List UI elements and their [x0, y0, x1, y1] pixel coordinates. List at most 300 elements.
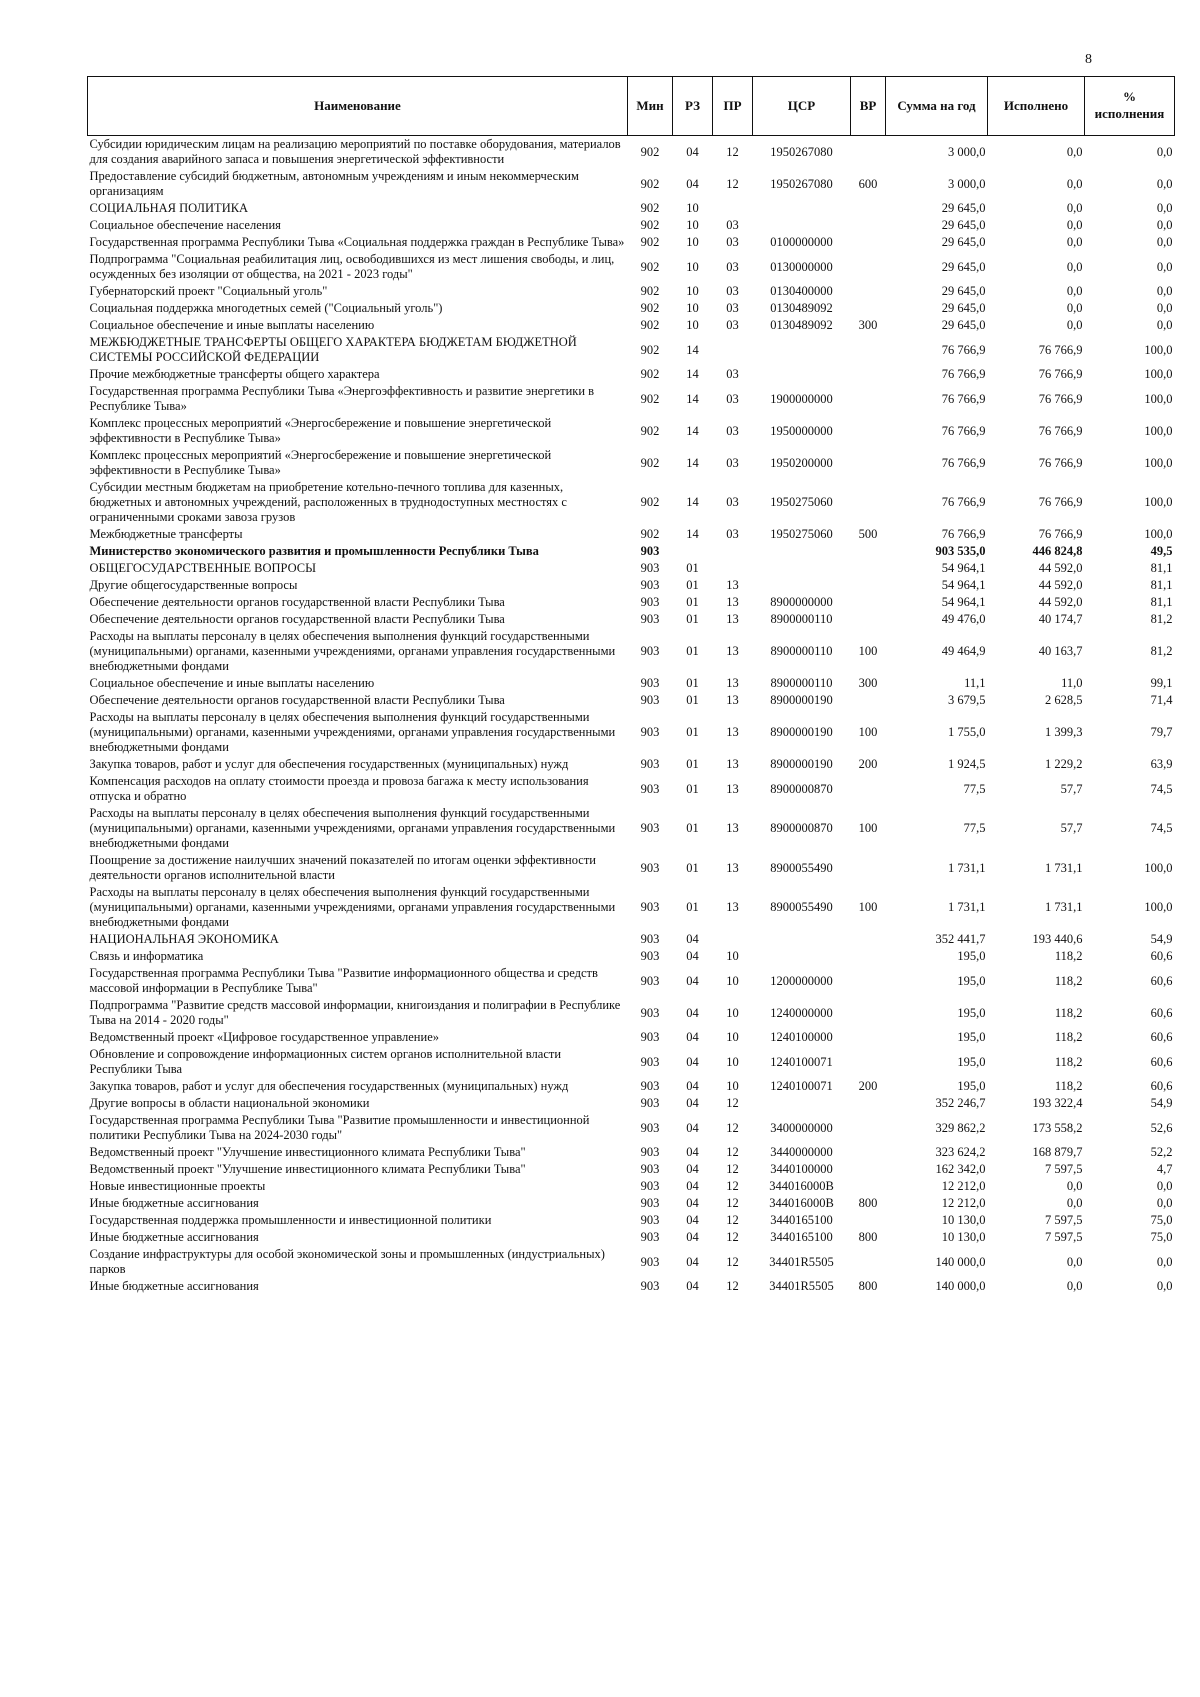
- cell-sum: 3 000,0: [948, 176, 986, 191]
- cell-min: 903: [640, 1162, 660, 1176]
- cell-rz: 14: [686, 455, 699, 470]
- cell-pr: 03: [726, 527, 739, 541]
- cell-csr: 1240100071: [770, 1054, 833, 1069]
- cell-done: 0,0: [1066, 218, 1083, 232]
- cell-rz: 04: [686, 1005, 699, 1020]
- cell-done: 7 597,5: [1045, 1213, 1083, 1227]
- cell-name: Ведомственный проект "Улучшение инвестиционного климата Республики Тыва": [89, 1145, 526, 1159]
- cell-min: 903: [640, 725, 660, 739]
- cell-done: 0,0: [1066, 259, 1083, 274]
- table-row: [88, 1112, 1175, 1144]
- cell-done: 0,0: [1066, 1279, 1083, 1293]
- cell-pct: 52,6: [1150, 1120, 1173, 1135]
- cell-vr: 100: [858, 725, 878, 739]
- cell-rz: 10: [686, 259, 699, 274]
- cell-sum: 12 212,0: [941, 1196, 986, 1210]
- cell-sum: 76 766,9: [941, 391, 986, 406]
- cell-sum: 329 862,2: [935, 1120, 986, 1135]
- cell-sum: 3 679,5: [948, 693, 986, 707]
- cell-name: Ведомственный проект "Улучшение инвестиционного климата Республики Тыва": [89, 1162, 526, 1176]
- table-row: [88, 479, 1175, 526]
- cell-rz: 01: [686, 725, 699, 739]
- cell-pct: 4,7: [1156, 1162, 1173, 1176]
- cell-vr: [851, 965, 886, 997]
- cell-pr: 12: [726, 1279, 739, 1293]
- cell-sum: 3 000,0: [948, 144, 986, 159]
- cell-pr: 03: [726, 301, 739, 315]
- cell-done: 76 766,9: [1038, 367, 1083, 381]
- cell-done: 118,2: [1054, 1079, 1083, 1093]
- cell-sum: 76 766,9: [941, 367, 986, 381]
- table-row: [88, 136, 1175, 169]
- header-sum: Сумма на год: [886, 77, 988, 136]
- header-csr: ЦСР: [753, 77, 851, 136]
- cell-pr: 13: [726, 644, 739, 658]
- cell-name: Иные бюджетные ассигнования: [89, 1196, 259, 1210]
- cell-done: 76 766,9: [1038, 527, 1083, 541]
- cell-pct: 60,6: [1150, 1005, 1173, 1020]
- cell-vr: [851, 594, 886, 611]
- cell-done: 0,0: [1066, 301, 1083, 315]
- cell-vr: [851, 611, 886, 628]
- table-row: [88, 931, 1175, 948]
- cell-pct: 54,9: [1150, 1096, 1173, 1110]
- cell-sum: 140 000,0: [935, 1254, 986, 1269]
- cell-csr: 1950200000: [770, 455, 833, 470]
- cell-min: 902: [640, 455, 660, 470]
- cell-min: 903: [640, 561, 660, 575]
- table-row: [88, 1178, 1175, 1195]
- cell-pr: 12: [726, 1230, 739, 1244]
- cell-pct: 0,0: [1156, 235, 1173, 249]
- cell-sum: 29 645,0: [941, 201, 986, 215]
- cell-rz: 04: [686, 1145, 699, 1159]
- cell-done: 0,0: [1066, 1179, 1083, 1193]
- cell-rz: 01: [686, 595, 699, 609]
- cell-pr: 12: [726, 1254, 739, 1269]
- cell-rz: 10: [686, 284, 699, 298]
- cell-done: 0,0: [1066, 1254, 1083, 1269]
- cell-vr: [851, 136, 886, 169]
- cell-rz: 04: [686, 1196, 699, 1210]
- cell-rz: 01: [686, 693, 699, 707]
- cell-csr: 344016000В: [769, 1196, 834, 1210]
- cell-rz: 01: [686, 578, 699, 592]
- cell-csr: 1240000000: [770, 1005, 833, 1020]
- cell-vr: 800: [858, 1279, 878, 1293]
- cell-sum: 10 130,0: [941, 1230, 986, 1244]
- cell-vr: [851, 1161, 886, 1178]
- cell-vr: [851, 1144, 886, 1161]
- cell-pct: 100,0: [1144, 860, 1173, 875]
- cell-rz: 01: [686, 781, 699, 796]
- cell-done: 44 592,0: [1038, 578, 1083, 592]
- cell-pr: [713, 560, 753, 577]
- cell-min: 902: [640, 527, 660, 541]
- cell-csr: [753, 560, 851, 577]
- cell-pr: 03: [726, 218, 739, 232]
- cell-min: 902: [640, 367, 660, 381]
- table-row: [88, 1195, 1175, 1212]
- header-name: Наименование: [88, 77, 628, 136]
- cell-pct: 60,6: [1150, 1079, 1173, 1093]
- cell-csr: 1950267080: [770, 144, 833, 159]
- cell-pr: 12: [726, 1213, 739, 1227]
- cell-pct: 0,0: [1156, 144, 1173, 159]
- cell-rz: 14: [686, 367, 699, 381]
- cell-sum: 903 535,0: [935, 544, 986, 558]
- table-row: [88, 383, 1175, 415]
- cell-min: 903: [640, 900, 660, 914]
- cell-min: 903: [640, 1213, 660, 1227]
- cell-name: Социальное обеспечение и иные выплаты населению: [89, 318, 375, 332]
- cell-min: 902: [640, 235, 660, 249]
- cell-name: Социальная поддержка многодетных семей ("Социальный уголь"): [89, 301, 443, 315]
- cell-done: 7 597,5: [1045, 1162, 1083, 1176]
- cell-done: 118,2: [1054, 1030, 1083, 1044]
- cell-rz: 10: [686, 301, 699, 315]
- cell-rz: 04: [686, 1120, 699, 1135]
- cell-vr: 100: [858, 900, 878, 914]
- table-row: [88, 1278, 1175, 1295]
- cell-sum: 77,5: [963, 821, 986, 835]
- cell-pr: 10: [726, 1030, 739, 1044]
- cell-sum: 195,0: [957, 1030, 986, 1044]
- cell-vr: [851, 300, 886, 317]
- cell-pr: 10: [726, 1079, 739, 1093]
- cell-name: Государственная программа Республики Тыва «Энергоэффективность и развитие энергетики в Республике Тыва»: [89, 384, 595, 413]
- cell-vr: 100: [858, 644, 878, 658]
- cell-pr: 13: [726, 900, 739, 914]
- cell-rz: [673, 543, 713, 560]
- cell-rz: 04: [686, 949, 699, 963]
- cell-csr: 8900000870: [770, 821, 833, 835]
- cell-csr: [753, 1095, 851, 1112]
- cell-sum: 1 924,5: [948, 757, 986, 771]
- table-row: [88, 1212, 1175, 1229]
- cell-csr: 3400000000: [770, 1120, 833, 1135]
- cell-min: 903: [640, 1145, 660, 1159]
- cell-vr: [851, 1178, 886, 1195]
- cell-min: 903: [640, 544, 660, 558]
- cell-done: 446 824,8: [1032, 544, 1083, 558]
- cell-pct: 0,0: [1156, 1196, 1173, 1210]
- cell-done: 57,7: [1060, 821, 1083, 835]
- cell-sum: 352 441,7: [935, 932, 986, 946]
- cell-name: Субсидии юридическим лицам на реализацию мероприятий по поставке оборудования, материалов для создания аварийного запаса и повышения энергетической эффективности: [89, 137, 621, 166]
- cell-csr: 8900000190: [770, 693, 833, 707]
- cell-pr: 10: [726, 1054, 739, 1069]
- cell-rz: 01: [686, 860, 699, 875]
- cell-pct: 75,0: [1150, 1230, 1173, 1244]
- cell-rz: 04: [686, 1254, 699, 1269]
- cell-vr: 800: [858, 1230, 878, 1244]
- cell-vr: 100: [858, 821, 878, 835]
- cell-done: 0,0: [1066, 1196, 1083, 1210]
- cell-rz: 04: [686, 973, 699, 988]
- cell-pr: 10: [726, 1005, 739, 1020]
- cell-min: 903: [640, 1030, 660, 1044]
- cell-vr: [851, 852, 886, 884]
- cell-min: 902: [640, 218, 660, 232]
- cell-csr: 1900000000: [770, 391, 833, 406]
- cell-csr: [753, 577, 851, 594]
- cell-sum: 76 766,9: [941, 495, 986, 509]
- cell-pr: 12: [726, 1145, 739, 1159]
- cell-name: Предоставление субсидий бюджетным, автономным учреждениям и иным некоммерческим организациям: [89, 169, 579, 198]
- header-pct: % исполнения: [1085, 77, 1175, 136]
- cell-min: 903: [640, 1230, 660, 1244]
- cell-name: Прочие межбюджетные трансферты общего характера: [89, 367, 380, 381]
- cell-name: МЕЖБЮДЖЕТНЫЕ ТРАНСФЕРТЫ ОБЩЕГО ХАРАКТЕРА БЮДЖЕТАМ БЮДЖЕТНОЙ СИСТЕМЫ РОССИЙСКОЙ ФЕДЕРАЦИИ: [89, 335, 577, 364]
- cell-rz: 04: [686, 1079, 699, 1093]
- budget-execution-table: [87, 76, 1175, 1295]
- cell-done: 7 597,5: [1045, 1230, 1083, 1244]
- cell-rz: 01: [686, 900, 699, 914]
- cell-min: 903: [640, 1196, 660, 1210]
- cell-name: Другие вопросы в области национальной экономики: [89, 1096, 370, 1110]
- cell-rz: 01: [686, 612, 699, 626]
- header-rz: РЗ: [673, 77, 713, 136]
- cell-sum: 1 755,0: [948, 725, 986, 739]
- cell-name: Социальное обеспечение населения: [89, 218, 281, 232]
- cell-pct: 0,0: [1156, 1254, 1173, 1269]
- cell-done: 1 731,1: [1045, 900, 1083, 914]
- cell-pr: 10: [726, 949, 739, 963]
- cell-name: Комплекс процессных мероприятий «Энергосбережение и повышение энергетической эффективности в Республике Тыва»: [89, 416, 552, 445]
- table-row: [88, 773, 1175, 805]
- cell-csr: 1950267080: [770, 176, 833, 191]
- cell-name: Расходы на выплаты персоналу в целях обеспечения выполнения функций государственными (муниципальными) органами, казенными учреждениями, органами управления государственными внебюджетными фондами: [89, 806, 616, 850]
- cell-done: 193 322,4: [1032, 1096, 1083, 1110]
- cell-pct: 100,0: [1144, 900, 1173, 914]
- cell-pct: 63,9: [1150, 757, 1173, 771]
- cell-csr: 8900055490: [770, 860, 833, 875]
- cell-name: Иные бюджетные ассигнования: [89, 1230, 259, 1244]
- cell-pct: 0,0: [1156, 301, 1173, 315]
- cell-pr: 03: [726, 284, 739, 298]
- table-row: [88, 234, 1175, 251]
- cell-name: Расходы на выплаты персоналу в целях обеспечения выполнения функций государственными (муниципальными) органами, казенными учреждениями, органами управления государственными внебюджетными фондами: [89, 885, 616, 929]
- cell-vr: [851, 692, 886, 709]
- cell-vr: [851, 1046, 886, 1078]
- table-row: [88, 1095, 1175, 1112]
- cell-sum: 29 645,0: [941, 318, 986, 332]
- cell-name: НАЦИОНАЛЬНАЯ ЭКОНОМИКА: [89, 932, 279, 946]
- cell-done: 0,0: [1066, 144, 1083, 159]
- table-row: [88, 628, 1175, 675]
- cell-name: Государственная поддержка промышленности и инвестиционной политики: [89, 1213, 492, 1227]
- cell-rz: 14: [686, 495, 699, 509]
- cell-sum: 195,0: [957, 1079, 986, 1093]
- cell-name: Другие общегосударственные вопросы: [89, 578, 298, 592]
- cell-min: 903: [640, 860, 660, 875]
- cell-csr: [753, 366, 851, 383]
- cell-rz: 04: [686, 1230, 699, 1244]
- cell-pct: 60,6: [1150, 949, 1173, 963]
- cell-vr: [851, 577, 886, 594]
- cell-pr: 03: [726, 318, 739, 332]
- cell-pct: 100,0: [1144, 455, 1173, 470]
- cell-pr: 12: [726, 1120, 739, 1135]
- cell-vr: [851, 1212, 886, 1229]
- table-row: [88, 756, 1175, 773]
- cell-csr: 34401R5505: [769, 1279, 834, 1293]
- header-done: Исполнено: [988, 77, 1085, 136]
- cell-min: 903: [640, 1179, 660, 1193]
- cell-min: 903: [640, 595, 660, 609]
- cell-name: Расходы на выплаты персоналу в целях обеспечения выполнения функций государственными (муниципальными) органами, казенными учреждениями, органами управления государственными внебюджетными фондами: [89, 710, 616, 754]
- cell-pr: 13: [726, 578, 739, 592]
- cell-sum: 12 212,0: [941, 1179, 986, 1193]
- cell-vr: [851, 366, 886, 383]
- cell-pct: 60,6: [1150, 1054, 1173, 1069]
- cell-min: 903: [640, 1005, 660, 1020]
- cell-sum: 323 624,2: [935, 1145, 986, 1159]
- cell-pct: 0,0: [1156, 259, 1173, 274]
- cell-vr: [851, 997, 886, 1029]
- cell-pr: [713, 200, 753, 217]
- cell-pr: 13: [726, 821, 739, 835]
- cell-name: Государственная программа Республики Тыва "Развитие информационного общества и средств массовой информации в Республике Тыва": [89, 966, 598, 995]
- cell-pct: 100,0: [1144, 391, 1173, 406]
- cell-pct: 60,6: [1150, 973, 1173, 988]
- page-number: 8: [1085, 52, 1092, 67]
- cell-csr: 1950275060: [770, 527, 833, 541]
- cell-vr: [851, 217, 886, 234]
- cell-name: Иные бюджетные ассигнования: [89, 1279, 259, 1293]
- cell-done: 76 766,9: [1038, 342, 1083, 357]
- cell-vr: [851, 479, 886, 526]
- cell-csr: 1240100071: [770, 1079, 833, 1093]
- cell-name: СОЦИАЛЬНАЯ ПОЛИТИКА: [89, 201, 249, 215]
- table-row: [88, 317, 1175, 334]
- table-row: [88, 447, 1175, 479]
- cell-name: Создание инфраструктуры для особой экономической зоны и промышленных (индустриальных) парков: [89, 1247, 605, 1276]
- header-min: Мин: [628, 77, 673, 136]
- cell-rz: 04: [686, 1054, 699, 1069]
- cell-rz: 01: [686, 561, 699, 575]
- table-row: [88, 675, 1175, 692]
- cell-rz: 01: [686, 757, 699, 771]
- cell-done: 1 731,1: [1045, 860, 1083, 875]
- cell-sum: 77,5: [963, 781, 986, 796]
- cell-name: Ведомственный проект «Цифровое государственное управление»: [89, 1030, 439, 1044]
- cell-min: 903: [640, 781, 660, 796]
- cell-vr: 500: [858, 527, 878, 541]
- cell-csr: 8900000870: [770, 781, 833, 796]
- cell-pr: 12: [726, 1096, 739, 1110]
- cell-min: 903: [640, 757, 660, 771]
- cell-sum: 1 731,1: [948, 900, 986, 914]
- cell-name: Субсидии местным бюджетам на приобретение котельно-печного топлива для казенных, бюджетных и автономных учреждений, расположенных в труднодоступных местностях с ограниченными сроками завоза грузов: [89, 480, 567, 524]
- cell-min: 903: [640, 1079, 660, 1093]
- cell-rz: 04: [686, 144, 699, 159]
- cell-pct: 0,0: [1156, 284, 1173, 298]
- cell-done: 0,0: [1066, 201, 1083, 215]
- cell-done: 0,0: [1066, 284, 1083, 298]
- cell-sum: 195,0: [957, 949, 986, 963]
- cell-min: 903: [640, 676, 660, 690]
- table-row: [88, 543, 1175, 560]
- cell-rz: 10: [686, 218, 699, 232]
- cell-csr: 8900055490: [770, 900, 833, 914]
- cell-pr: 13: [726, 676, 739, 690]
- cell-sum: 140 000,0: [935, 1279, 986, 1293]
- cell-vr: [851, 1112, 886, 1144]
- cell-rz: 04: [686, 932, 699, 946]
- cell-csr: 1950000000: [770, 423, 833, 438]
- cell-rz: 04: [686, 176, 699, 191]
- cell-vr: [851, 251, 886, 283]
- cell-rz: 04: [686, 1179, 699, 1193]
- cell-done: 76 766,9: [1038, 423, 1083, 438]
- cell-done: 40 174,7: [1038, 612, 1083, 626]
- cell-done: 0,0: [1066, 318, 1083, 332]
- cell-vr: [851, 1029, 886, 1046]
- cell-sum: 195,0: [957, 1054, 986, 1069]
- cell-csr: 3440165100: [770, 1230, 833, 1244]
- cell-csr: 344016000В: [769, 1179, 834, 1193]
- cell-min: 902: [640, 201, 660, 215]
- table-row: [88, 611, 1175, 628]
- cell-pct: 0,0: [1156, 1279, 1173, 1293]
- cell-rz: 01: [686, 821, 699, 835]
- cell-pr: 03: [726, 423, 739, 438]
- cell-pr: 13: [726, 860, 739, 875]
- cell-pr: 13: [726, 595, 739, 609]
- cell-pr: [713, 543, 753, 560]
- cell-rz: 04: [686, 1279, 699, 1293]
- cell-pct: 54,9: [1150, 932, 1173, 946]
- cell-name: Комплекс процессных мероприятий «Энергосбережение и повышение энергетической эффективности в Республике Тыва»: [89, 448, 552, 477]
- cell-min: 903: [640, 1120, 660, 1135]
- cell-name: Закупка товаров, работ и услуг для обеспечения государственных (муниципальных) нужд: [89, 1079, 569, 1093]
- table-row: [88, 168, 1175, 200]
- cell-name: Расходы на выплаты персоналу в целях обеспечения выполнения функций государственными (муниципальными) органами, казенными учреждениями, органами управления государственными внебюджетными фондами: [89, 629, 616, 673]
- cell-pr: 12: [726, 144, 739, 159]
- cell-name: Подпрограмма "Развитие средств массовой информации, книгоиздания и полиграфии в Республике Тыва на 2014 - 2020 годы": [89, 998, 621, 1027]
- cell-pct: 0,0: [1156, 318, 1173, 332]
- cell-vr: [851, 543, 886, 560]
- cell-done: 11,0: [1061, 676, 1083, 690]
- table-row: [88, 526, 1175, 543]
- cell-pr: 13: [726, 757, 739, 771]
- cell-csr: 8900000190: [770, 725, 833, 739]
- cell-csr: 0130000000: [770, 259, 833, 274]
- cell-csr: [753, 217, 851, 234]
- cell-done: 2 628,5: [1045, 693, 1083, 707]
- cell-done: 44 592,0: [1038, 595, 1083, 609]
- cell-name: Государственная программа Республики Тыва "Развитие промышленности и инвестиционной политики Республики Тыва на 2024-2030 годы": [89, 1113, 590, 1142]
- cell-pr: 12: [726, 1179, 739, 1193]
- cell-sum: 49 464,9: [941, 644, 986, 658]
- table-row: [88, 200, 1175, 217]
- cell-csr: 1240100000: [770, 1030, 833, 1044]
- cell-rz: 01: [686, 644, 699, 658]
- table-row: [88, 300, 1175, 317]
- cell-rz: 04: [686, 1096, 699, 1110]
- table-row: [88, 948, 1175, 965]
- cell-csr: 8900000110: [770, 644, 833, 658]
- cell-csr: [753, 543, 851, 560]
- cell-rz: 10: [686, 201, 699, 215]
- cell-pr: 03: [726, 367, 739, 381]
- cell-csr: 1200000000: [770, 973, 833, 988]
- table-row: [88, 692, 1175, 709]
- table-row: [88, 1246, 1175, 1278]
- cell-name: ОБЩЕГОСУДАРСТВЕННЫЕ ВОПРОСЫ: [89, 561, 317, 575]
